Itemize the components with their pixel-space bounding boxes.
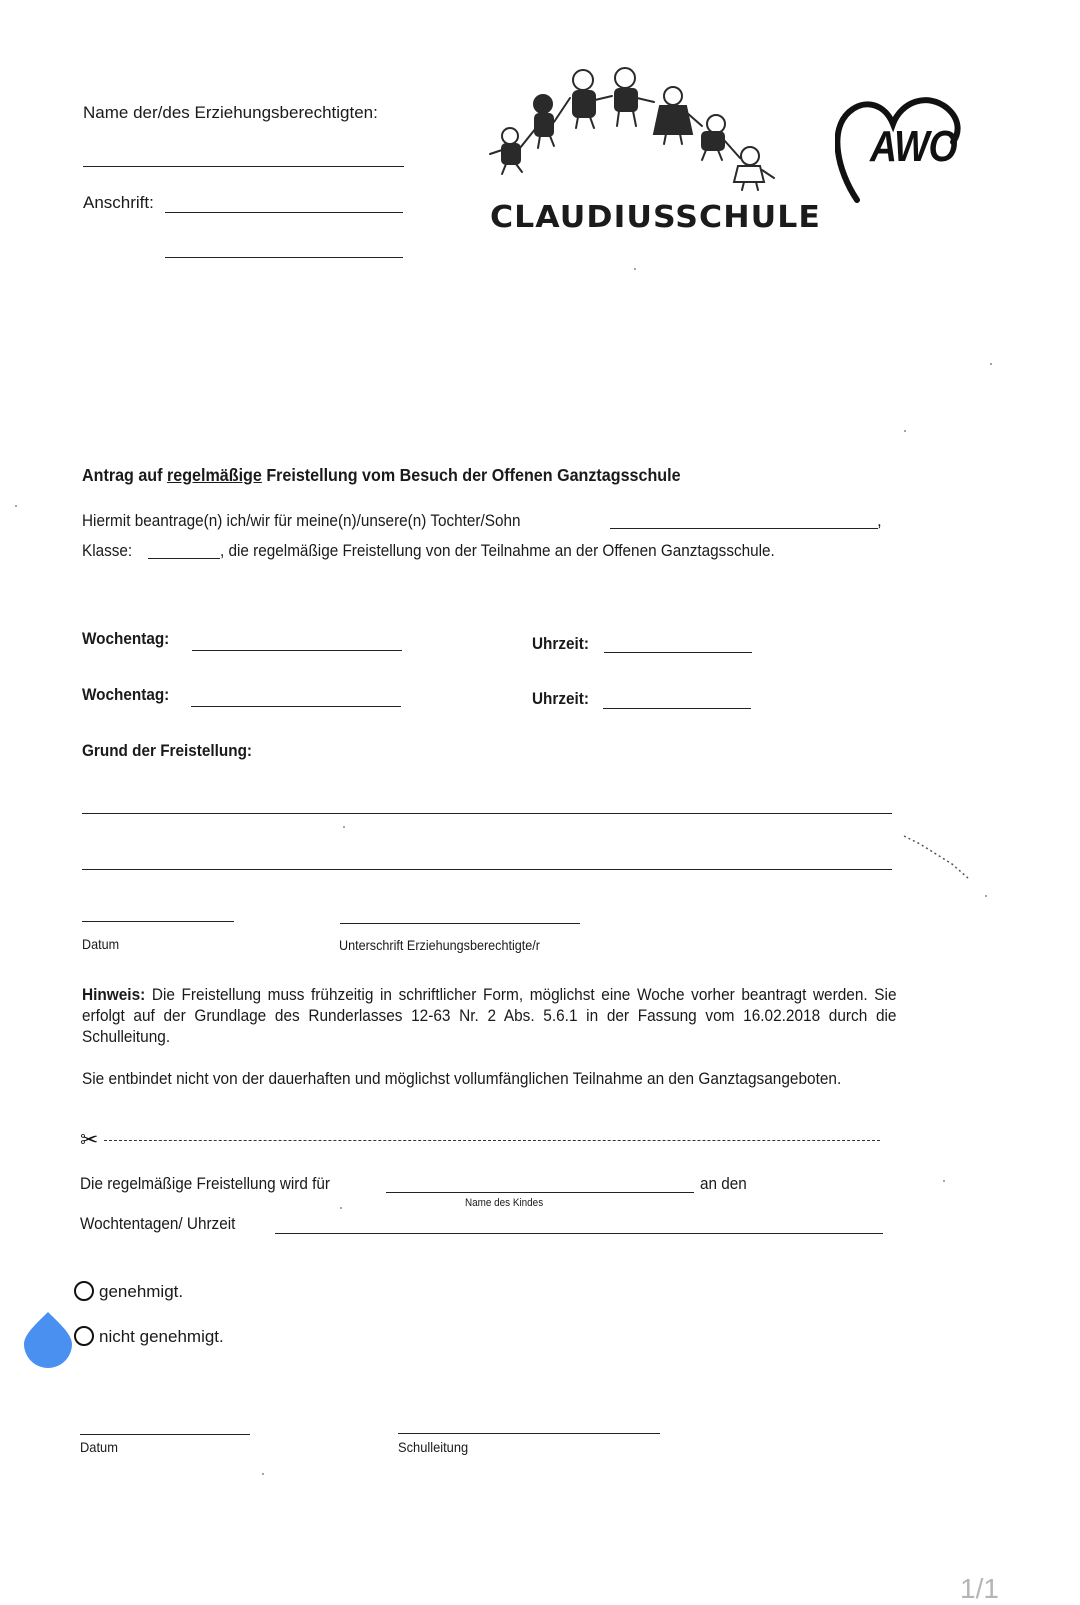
- page-indicator: 1/1: [960, 1573, 999, 1604]
- time-label-2: Uhrzeit:: [532, 689, 589, 708]
- form-title: [82, 465, 733, 486]
- notice-text: Die Freistellung muss frühzeitig in schriftlicher Form, möglichst eine Woche vorher beantragt werden. Sie erfolgt auf der Grundlage des Runderlasses 12-63 Nr. 2 Abs. 5.6.1 in der Fassung vom 16.02.2018 durch die Schulleitung.: [82, 985, 897, 1046]
- class-line[interactable]: [148, 558, 220, 559]
- date-label: Datum: [82, 936, 120, 952]
- option-not-approved-label: nicht genehmigt.: [99, 1327, 224, 1346]
- scan-speck: [990, 363, 992, 365]
- intro-line-2-text: , die regelmäßige Freistellung von der Teilnahme an der Offenen Ganztagsschule.: [220, 541, 775, 560]
- scan-speck: [943, 1180, 945, 1182]
- approval-date-line[interactable]: [80, 1434, 250, 1435]
- weekday-label-1: Wochentag:: [82, 629, 170, 648]
- time-line-1[interactable]: [604, 652, 752, 653]
- weekday-label-2: Wochentag:: [82, 685, 170, 704]
- approval-date-label: Datum: [80, 1439, 118, 1455]
- scan-speck: [15, 505, 17, 507]
- intro-line-1-comma: ,: [877, 511, 882, 530]
- time-label-1: Uhrzeit:: [532, 634, 589, 653]
- scan-speck: [343, 826, 345, 828]
- awo-logo-text: AWO: [870, 122, 957, 171]
- reason-line-1[interactable]: [82, 813, 892, 814]
- form-title-suffix: Freistellung vom Besuch der Offenen Ganztagsschule: [261, 465, 681, 485]
- notice-paragraph-2: Sie entbindet nicht von der dauerhaften und möglichst vollumfänglichen Teilnahme an den Ganztagsangeboten.: [82, 1069, 842, 1088]
- reason-line-2[interactable]: [82, 869, 892, 870]
- intro-line-2: [220, 541, 836, 561]
- principal-label: Schulleitung: [398, 1439, 469, 1455]
- form-title-prefix: Antrag auf: [82, 465, 167, 485]
- address-label: Anschrift:: [83, 193, 154, 212]
- approval-line-1-prefix: Die regelmäßige Freistellung wird für: [80, 1174, 331, 1193]
- option-approved[interactable]: [74, 1282, 183, 1303]
- signature-line[interactable]: [340, 923, 580, 924]
- date-line[interactable]: [82, 921, 234, 922]
- guardian-name-label: Name der/des Erziehungsberechtigten:: [83, 103, 378, 122]
- text-selection-drag-handle[interactable]: [24, 1312, 72, 1368]
- child-name-caption: Name des Kindes: [465, 1197, 544, 1209]
- approval-line-1-suffix: an den: [700, 1174, 747, 1193]
- scan-artifact-streak: [900, 830, 980, 890]
- principal-signature-line[interactable]: [398, 1433, 660, 1434]
- guardian-name-line[interactable]: [83, 166, 404, 167]
- scan-speck: [340, 1207, 342, 1209]
- scan-speck: [262, 1473, 264, 1475]
- approval-child-name-line[interactable]: [386, 1192, 694, 1193]
- signature-label: Unterschrift Erziehungsberechtigte/r: [339, 937, 540, 953]
- form-title-emphasis: regelmäßige: [166, 465, 262, 485]
- approval-line-2-label: Wochtentagen/ Uhrzeit: [80, 1214, 236, 1233]
- weekday-line-2[interactable]: [191, 706, 401, 707]
- scan-speck: [985, 895, 987, 897]
- reason-label: Grund der Freistellung:: [82, 741, 253, 760]
- scissors-icon: ✂: [80, 1127, 99, 1152]
- child-name-line[interactable]: [610, 528, 878, 529]
- notice-label: Hinweis:: [82, 985, 146, 1004]
- school-name-logo: CLAUDIUSSCHULE: [490, 200, 821, 235]
- radio-not-approved[interactable]: [74, 1326, 94, 1346]
- scan-speck: [904, 430, 906, 432]
- scan-speck: [634, 268, 636, 270]
- radio-approved[interactable]: [74, 1281, 94, 1301]
- time-line-2[interactable]: [603, 708, 751, 709]
- weekday-line-1[interactable]: [192, 650, 402, 651]
- address-line-1[interactable]: [165, 212, 403, 213]
- address-line-2[interactable]: [165, 257, 403, 258]
- cut-line-divider: [104, 1140, 880, 1141]
- intro-line-1: [82, 511, 569, 531]
- approval-weekday-time-line[interactable]: [275, 1233, 883, 1234]
- option-approved-label: genehmigt.: [99, 1282, 184, 1301]
- option-not-approved[interactable]: [74, 1327, 224, 1348]
- school-logo-children-icon: [488, 66, 778, 191]
- class-label: Klasse:: [82, 541, 133, 560]
- notice-paragraph: [82, 984, 897, 1047]
- intro-line-1-text: Hiermit beantrage(n) ich/wir für meine(n)/unsere(n) Tochter/Sohn: [82, 511, 521, 530]
